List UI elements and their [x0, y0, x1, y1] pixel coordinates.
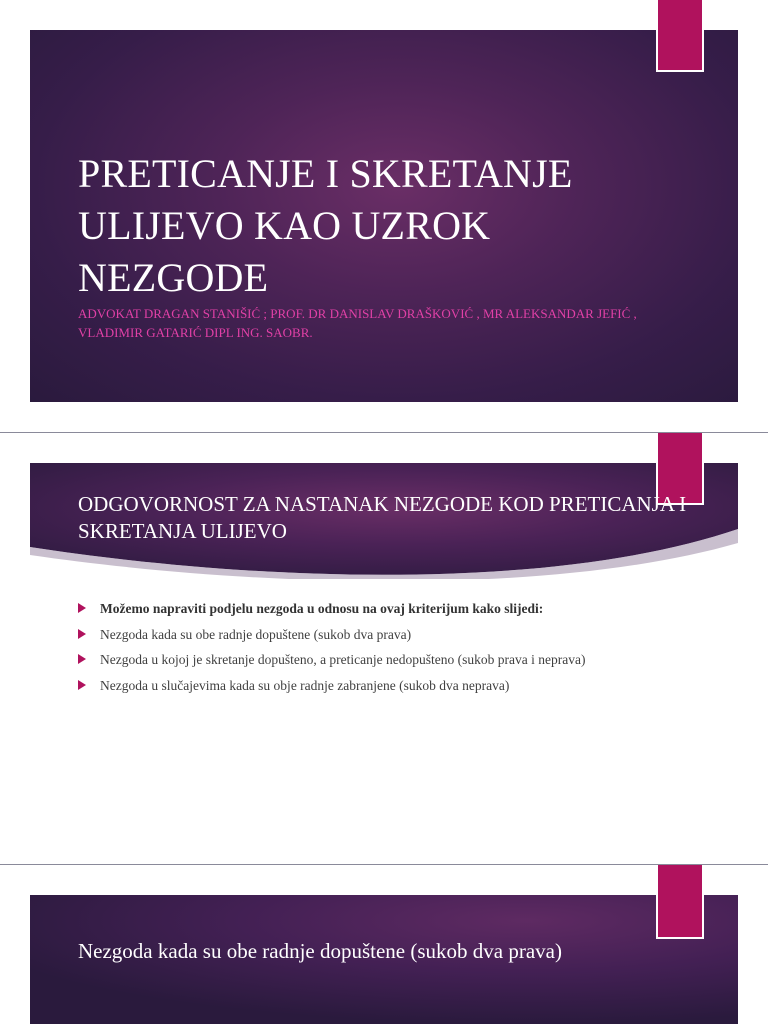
slide-1-accent-tab: [656, 0, 704, 72]
triangle-bullet-icon: [78, 654, 86, 664]
list-item: [78, 651, 718, 668]
list-item-text: Nezgoda kada su obe radnje dopuštene (sukob dva prava): [100, 626, 412, 642]
slide-3: [0, 865, 768, 1024]
triangle-bullet-icon: [78, 680, 86, 690]
slide-2: [0, 433, 768, 864]
triangle-bullet-icon: [78, 603, 86, 613]
list-item: [78, 677, 718, 694]
list-item-text: Nezgoda u slučajevima kada su obje radnje zabranjene (sukob dva neprava): [100, 677, 510, 693]
list-item-text: Nezgoda u kojoj je skretanje dopušteno, a preticanje nedopušteno (sukob prava i neprava): [100, 652, 586, 667]
slide-2-bullet-list: [78, 600, 718, 702]
triangle-bullet-icon: [78, 629, 86, 639]
slide-1: [0, 0, 768, 432]
slide-1-subtitle: ADVOKAT DRAGAN STANIŠIĆ ; PROF. DR DANISLAV DRAŠKOVIĆ , MR ALEKSANDAR JEFIĆ , VLADIMIR GATARIĆ DIPL ING. SAOBR.: [78, 306, 637, 340]
slide-2-title: ODGOVORNOST ZA NASTANAK NEZGODE KOD PRETICANJA I SKRETANJA ULIJEVO: [78, 492, 687, 543]
list-item: [78, 626, 718, 643]
list-item-text: Možemo napraviti podjelu nezgoda u odnosu na ovaj kriterijum kako slijedi:: [100, 601, 544, 616]
list-item: [78, 600, 718, 617]
slide-3-title: Nezgoda kada su obe radnje dopuštene (sukob dva prava): [78, 939, 562, 963]
slide-3-accent-tab: [656, 865, 704, 939]
slide-1-title: PRETICANJE I SKRETANJE ULIJEVO KAO UZROK NEZGODE: [78, 151, 573, 300]
